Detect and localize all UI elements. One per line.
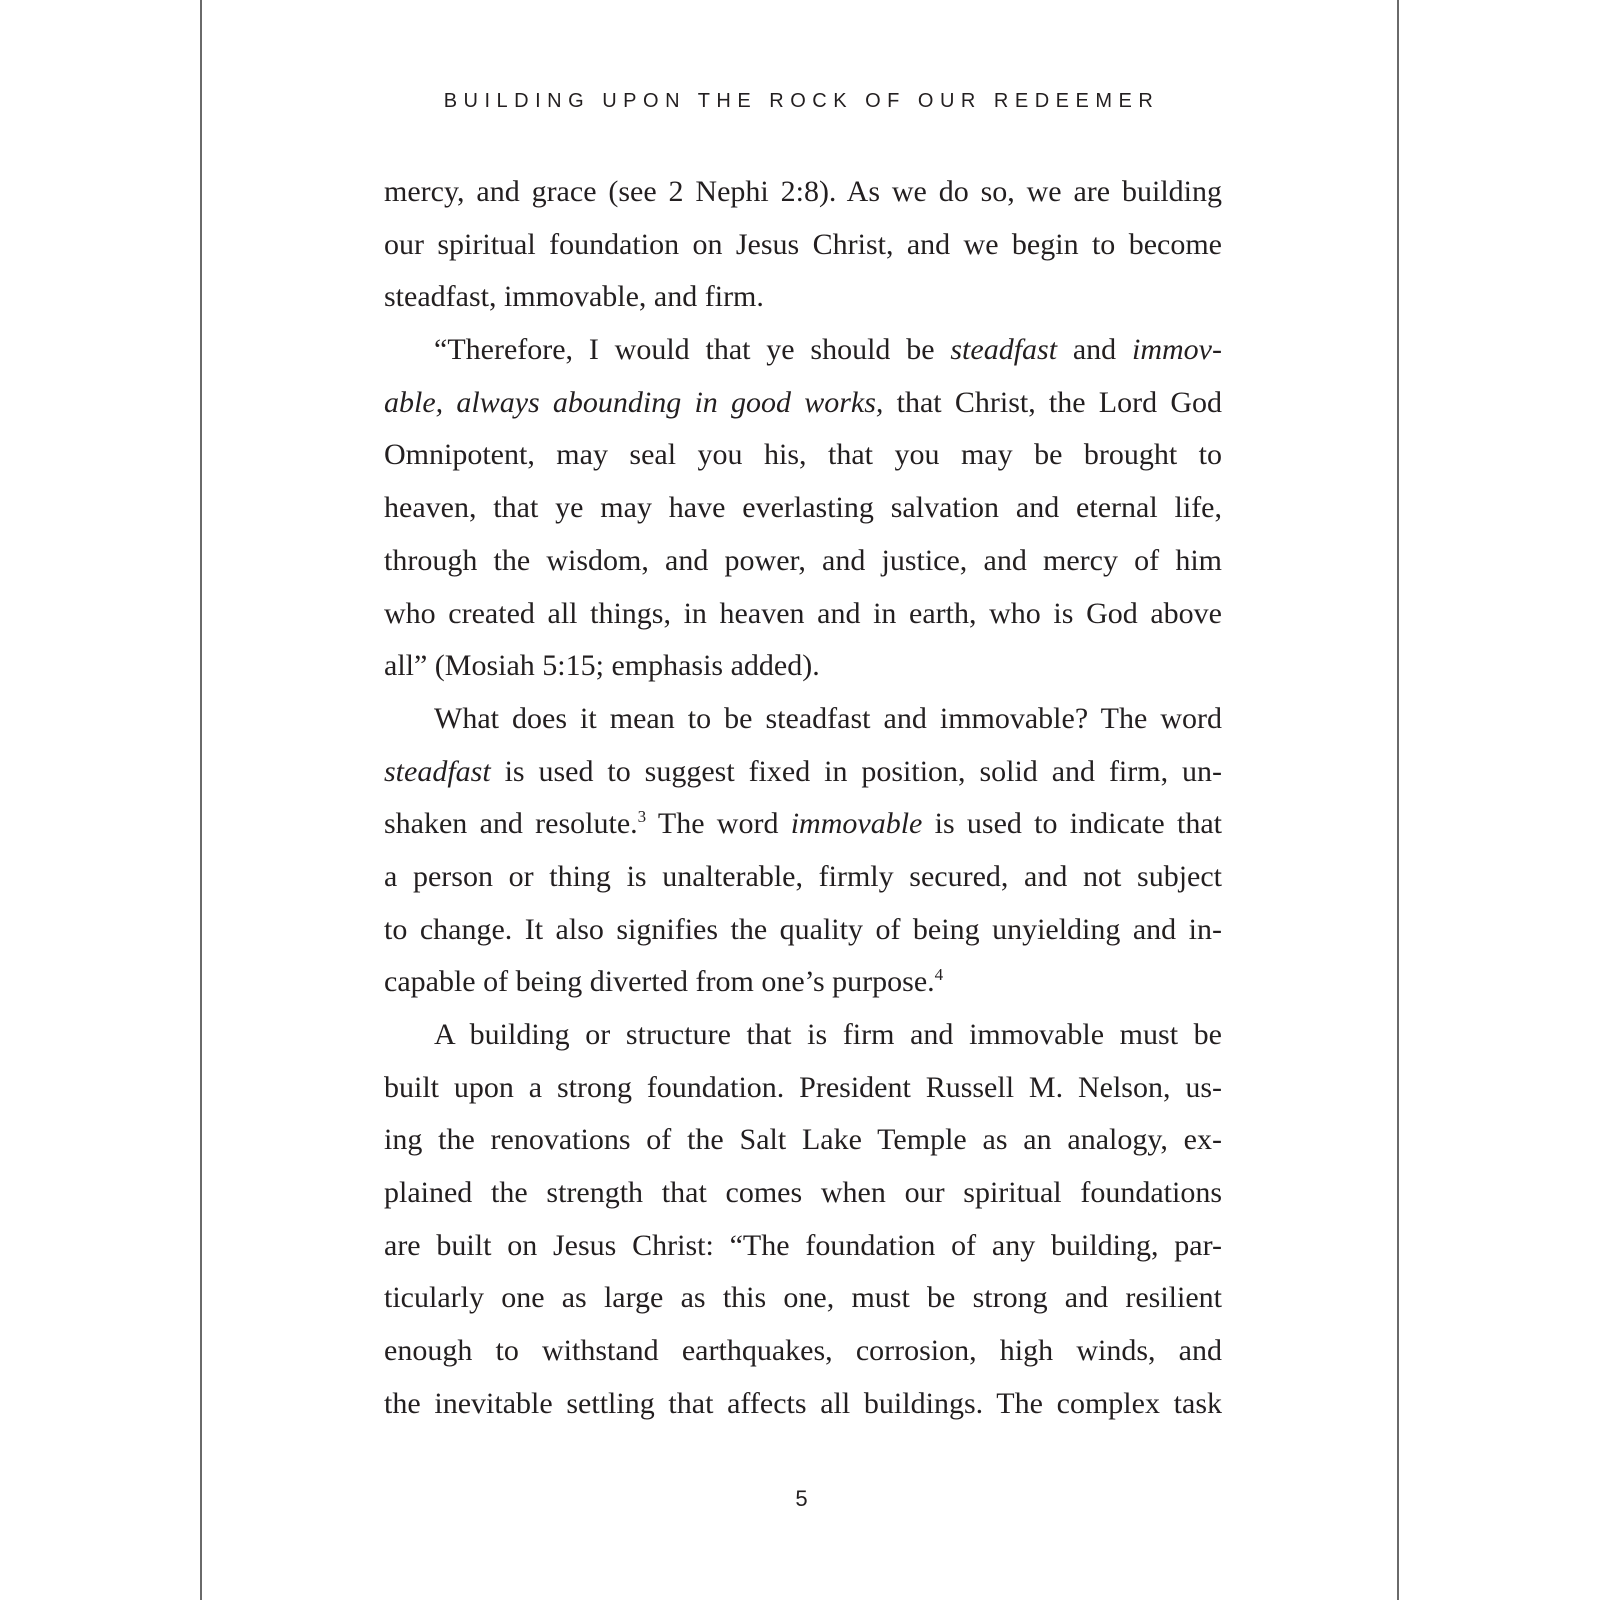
- text-run: The word: [646, 807, 791, 841]
- text-line: [384, 693, 1222, 746]
- text-line: [384, 535, 1222, 588]
- text-run: all” (Mosiah 5:15; emphasis added).: [384, 649, 820, 683]
- text-run: steadfast, immovable, and firm.: [384, 280, 764, 314]
- text-run: our spiritual foundation on Jesus Christ, and we begin to become: [384, 227, 1222, 261]
- text-line: [384, 588, 1222, 641]
- text-line: [384, 482, 1222, 535]
- book-page: [200, 0, 1399, 1600]
- text-run: through the wisdom, and power, and justice, and mercy of him: [384, 543, 1222, 577]
- text-run: and: [1057, 333, 1132, 367]
- text-line: [384, 377, 1222, 430]
- text-run: “Therefore, I would that ye should be: [434, 333, 951, 367]
- body-text: [384, 166, 1222, 1431]
- text-line: [384, 1378, 1222, 1431]
- text-run: to change. It also signifies the quality of being unyielding and in-: [384, 912, 1222, 946]
- text-line: [384, 219, 1222, 272]
- text-line: [384, 1325, 1222, 1378]
- text-line: [384, 640, 1222, 693]
- text-run: is used to suggest fixed in position, solid and firm, un-: [490, 754, 1222, 788]
- text-line: [384, 1167, 1222, 1220]
- running-head: BUILDING UPON THE ROCK OF OUR REDEEMER: [443, 90, 1160, 112]
- text-run: heaven, that ye may have everlasting salvation and eternal life,: [384, 491, 1222, 525]
- page-number: 5: [795, 1486, 808, 1511]
- text-run: the inevitable settling that affects all buildings. The complex task: [384, 1386, 1222, 1420]
- text-run: mercy, and grace (see 2 Nephi 2:8). As we do so, we are building: [384, 175, 1222, 208]
- text-run: shaken and resolute.: [384, 807, 638, 841]
- text-line: [384, 956, 1222, 1009]
- text-line: [384, 1272, 1222, 1325]
- text-run: What does it mean to be steadfast and immovable? The word: [434, 701, 1222, 735]
- text-line: [384, 166, 1222, 219]
- text-run: plained the strength that comes when our spiritual foundations: [384, 1176, 1222, 1210]
- text-line: [384, 851, 1222, 904]
- text-line: [384, 429, 1222, 482]
- text-run: that Christ, the Lord God: [883, 385, 1222, 419]
- text-run: is used to indicate that: [922, 807, 1222, 841]
- text-run: a person or thing is unalterable, firmly secured, and not subject: [384, 859, 1222, 893]
- text-line: [384, 324, 1222, 377]
- footnote-marker: 4: [934, 965, 944, 985]
- text-run: Omnipotent, may seal you his, that you may be brought to: [384, 438, 1222, 472]
- text-run: ticularly one as large as this one, must be strong and resilient: [384, 1281, 1222, 1315]
- text-run: built upon a strong foundation. President Russell M. Nelson, us-: [384, 1070, 1222, 1104]
- italic-emphasis: immov-: [1132, 333, 1222, 367]
- italic-emphasis: steadfast: [950, 333, 1058, 367]
- italic-emphasis: steadfast: [384, 754, 491, 788]
- text-run: are built on Jesus Christ: “The foundation of any building, par-: [384, 1228, 1222, 1262]
- italic-emphasis: immovable: [790, 807, 923, 841]
- text-run: who created all things, in heaven and in earth, who is God above: [384, 596, 1222, 630]
- text-line: [384, 746, 1222, 799]
- text-run: enough to withstand earthquakes, corrosion, high winds, and: [384, 1334, 1222, 1368]
- text-line: [384, 1009, 1222, 1062]
- text-line: [384, 798, 1222, 851]
- text-line: [384, 271, 1222, 324]
- text-line: [384, 1114, 1222, 1167]
- text-line: [384, 904, 1222, 957]
- italic-emphasis: able, always abounding in good works,: [384, 385, 884, 419]
- footnote-marker: 3: [637, 807, 647, 827]
- text-run: ing the renovations of the Salt Lake Temple as an analogy, ex-: [384, 1123, 1222, 1157]
- text-run: capable of being diverted from one’s purpose.: [384, 965, 935, 999]
- text-run: A building or structure that is firm and immovable must be: [434, 1018, 1222, 1051]
- text-line: [384, 1220, 1222, 1273]
- text-line: [384, 1062, 1222, 1115]
